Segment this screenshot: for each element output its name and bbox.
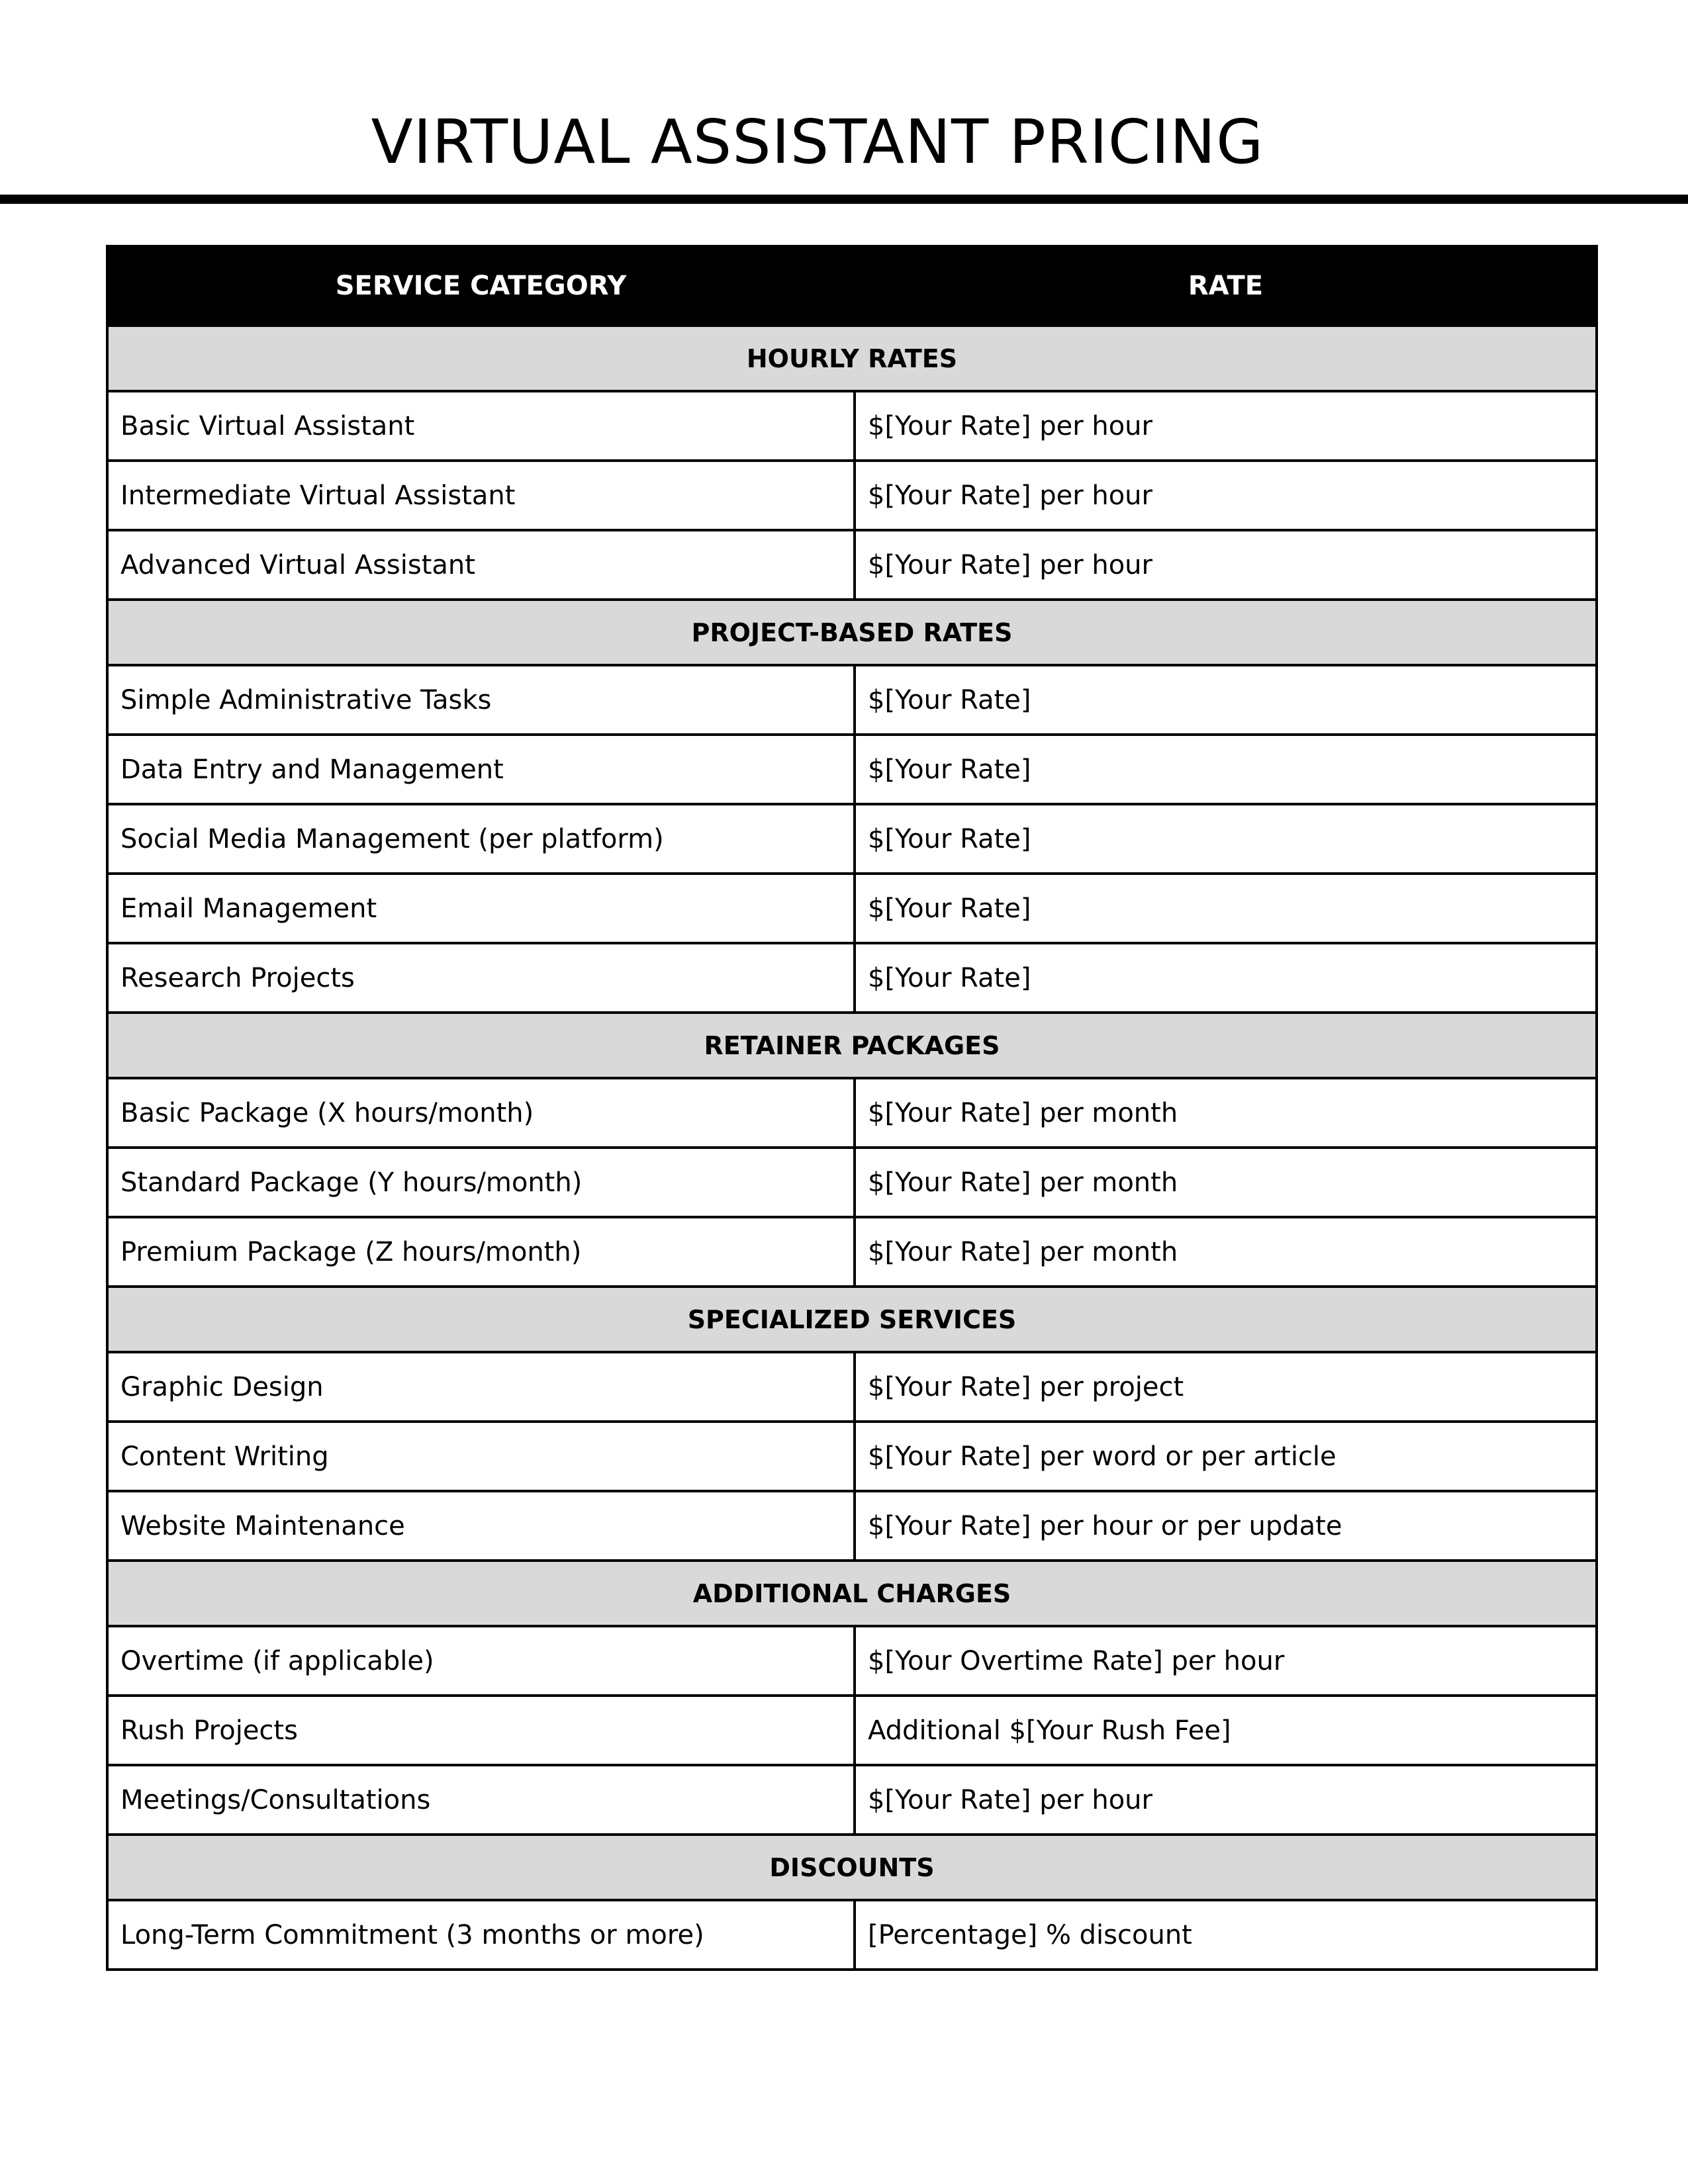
service-rate: $[Your Rate] [855,804,1597,874]
service-name: Website Maintenance [107,1491,855,1561]
header-rate: RATE [855,246,1597,326]
table-row [107,735,1597,804]
service-rate: $[Your Rate] [855,735,1597,804]
service-rate: [Percentage] % discount [855,1900,1597,1970]
service-name: Rush Projects [107,1696,855,1765]
pricing-table [106,245,1598,1971]
section-title: PROJECT-BASED RATES [107,600,1597,665]
service-name: Social Media Management (per platform) [107,804,855,874]
service-rate: $[Your Rate] per hour [855,461,1597,530]
table-row [107,1422,1597,1491]
service-name: Research Projects [107,943,855,1013]
table-row [107,874,1597,943]
service-rate: $[Your Rate] per hour [855,530,1597,600]
service-name: Premium Package (Z hours/month) [107,1217,855,1287]
service-rate: $[Your Rate] [855,943,1597,1013]
service-rate: $[Your Rate] per month [855,1078,1597,1148]
service-name: Basic Virtual Assistant [107,391,855,461]
title-divider [0,195,1688,204]
service-name: Email Management [107,874,855,943]
service-name: Graphic Design [107,1352,855,1422]
table-row [107,943,1597,1013]
table-row [107,665,1597,735]
table-row [107,1765,1597,1835]
section-title: RETAINER PACKAGES [107,1013,1597,1078]
header-service-category: SERVICE CATEGORY [107,246,855,326]
table-row [107,1626,1597,1696]
table-row [107,1352,1597,1422]
section-row [107,326,1597,391]
service-rate: $[Your Rate] [855,874,1597,943]
section-row [107,600,1597,665]
service-name: Content Writing [107,1422,855,1491]
table-row [107,804,1597,874]
section-title: SPECIALIZED SERVICES [107,1287,1597,1352]
service-rate: $[Your Overtime Rate] per hour [855,1626,1597,1696]
section-row [107,1287,1597,1352]
service-name: Standard Package (Y hours/month) [107,1148,855,1217]
service-rate: $[Your Rate] [855,665,1597,735]
section-title: DISCOUNTS [107,1835,1597,1900]
table-row [107,1217,1597,1287]
service-name: Intermediate Virtual Assistant [107,461,855,530]
header-row [107,246,1597,326]
table-row [107,530,1597,600]
table-body [107,326,1597,1970]
page-title: VIRTUAL ASSISTANT PRICING [371,107,1264,177]
service-rate: $[Your Rate] per month [855,1217,1597,1287]
section-row [107,1835,1597,1900]
service-rate: Additional $[Your Rush Fee] [855,1696,1597,1765]
service-rate: $[Your Rate] per hour or per update [855,1491,1597,1561]
table-row [107,391,1597,461]
service-name: Data Entry and Management [107,735,855,804]
table-row [107,1696,1597,1765]
service-rate: $[Your Rate] per word or per article [855,1422,1597,1491]
service-name: Long-Term Commitment (3 months or more) [107,1900,855,1970]
table-row [107,461,1597,530]
table-row [107,1078,1597,1148]
service-name: Simple Administrative Tasks [107,665,855,735]
section-row [107,1561,1597,1626]
table-row [107,1148,1597,1217]
section-title: HOURLY RATES [107,326,1597,391]
service-name: Basic Package (X hours/month) [107,1078,855,1148]
service-rate: $[Your Rate] per month [855,1148,1597,1217]
section-row [107,1013,1597,1078]
service-name: Meetings/Consultations [107,1765,855,1835]
service-rate: $[Your Rate] per hour [855,1765,1597,1835]
service-rate: $[Your Rate] per project [855,1352,1597,1422]
service-name: Overtime (if applicable) [107,1626,855,1696]
service-rate: $[Your Rate] per hour [855,391,1597,461]
service-name: Advanced Virtual Assistant [107,530,855,600]
table-row [107,1900,1597,1970]
table-row [107,1491,1597,1561]
table-header [107,246,1597,326]
section-title: ADDITIONAL CHARGES [107,1561,1597,1626]
